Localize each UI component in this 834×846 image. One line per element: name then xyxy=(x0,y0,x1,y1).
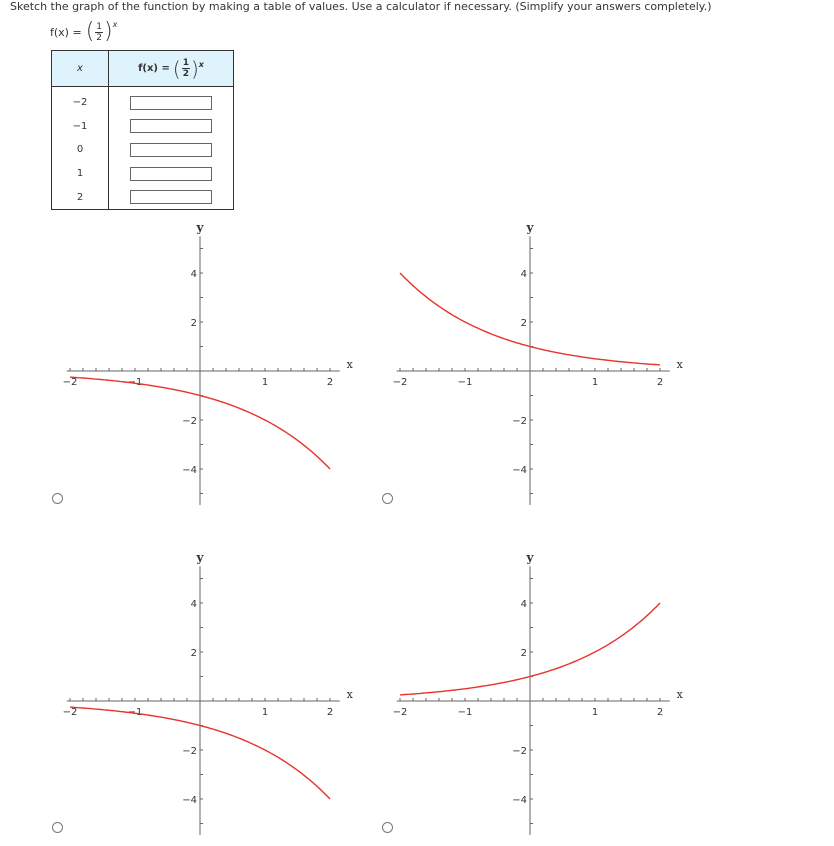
x-axis-label: x xyxy=(346,688,353,701)
radio-option-d[interactable] xyxy=(382,822,393,833)
y-tick-label: −2 xyxy=(512,416,527,427)
y-tick-label: −2 xyxy=(182,746,197,757)
f-column-header xyxy=(109,51,234,87)
x-tick-label: −2 xyxy=(62,707,78,718)
x-tick-label: 2 xyxy=(326,707,334,718)
f-header-label: f(x) = xyxy=(138,63,170,74)
exponent: x xyxy=(112,20,118,29)
fraction-numerator: 1 xyxy=(96,21,103,32)
x-tick-label: −1 xyxy=(457,377,473,388)
function-label: f(x) = xyxy=(50,25,82,39)
f-value-input[interactable] xyxy=(130,143,212,157)
y-tick-label: −4 xyxy=(182,465,197,476)
y-tick-label: 4 xyxy=(190,269,197,280)
x-value: 1 xyxy=(76,168,84,180)
graph-option-b xyxy=(382,205,692,505)
x-tick-label: 1 xyxy=(261,707,269,718)
y-axis-label: y xyxy=(526,550,534,565)
y-tick-label: −4 xyxy=(512,465,527,476)
graph-option-d xyxy=(382,535,692,835)
x-value: 2 xyxy=(76,191,84,203)
x-tick-label: 2 xyxy=(656,377,664,388)
x-tick-label: −2 xyxy=(62,377,78,388)
y-tick-label: −4 xyxy=(512,795,527,806)
y-axis-label: y xyxy=(196,220,204,235)
y-tick-label: −4 xyxy=(182,795,197,806)
values-table xyxy=(51,50,234,210)
f-value-input[interactable] xyxy=(130,96,212,110)
right-paren: ) xyxy=(190,56,199,81)
y-tick-label: 4 xyxy=(520,269,527,280)
x-tick-label: 1 xyxy=(591,707,599,718)
y-tick-label: 4 xyxy=(190,599,197,610)
left-paren: ( xyxy=(85,19,95,44)
x-tick-label: −2 xyxy=(392,707,408,718)
fraction xyxy=(182,58,190,79)
fraction xyxy=(95,22,103,43)
exponent: x xyxy=(198,60,204,69)
y-axis-label: y xyxy=(196,550,204,565)
x-value: −2 xyxy=(72,97,88,109)
f-values-cell xyxy=(109,87,234,210)
x-tick-label: −2 xyxy=(392,377,408,388)
f-value-input[interactable] xyxy=(130,119,212,133)
fraction-denominator: 2 xyxy=(96,32,103,43)
graph-option-c xyxy=(52,535,362,835)
radio-option-b[interactable] xyxy=(382,493,393,504)
x-axis-label: x xyxy=(676,358,683,371)
y-tick-label: 2 xyxy=(520,318,527,329)
x-values-cell xyxy=(52,87,109,210)
x-tick-label: −1 xyxy=(127,377,143,388)
instruction-text: Sketch the graph of the function by making a table of values. Use a calculator if necessary. (Simplify your answers completely.) xyxy=(10,0,712,13)
x-tick-label: 2 xyxy=(326,377,334,388)
x-tick-label: 1 xyxy=(591,377,599,388)
fraction-numerator: 1 xyxy=(182,58,189,68)
right-paren: ) xyxy=(104,19,113,44)
y-tick-label: 4 xyxy=(520,599,527,610)
f-value-input[interactable] xyxy=(130,190,212,204)
left-paren: ( xyxy=(172,56,181,81)
radio-option-a[interactable] xyxy=(52,493,63,504)
x-value: −1 xyxy=(72,120,88,132)
y-tick-label: −2 xyxy=(182,416,197,427)
fraction-denominator: 2 xyxy=(182,69,189,79)
graph-option-a xyxy=(52,205,362,505)
x-axis-label: x xyxy=(346,358,353,371)
x-tick-label: 1 xyxy=(261,377,269,388)
x-value: 0 xyxy=(76,144,84,156)
x-axis-label: x xyxy=(676,688,683,701)
x-tick-label: 2 xyxy=(656,707,664,718)
y-tick-label: 2 xyxy=(520,648,527,659)
y-tick-label: 2 xyxy=(190,318,197,329)
f-value-input[interactable] xyxy=(130,167,212,181)
y-tick-label: −2 xyxy=(512,746,527,757)
radio-option-c[interactable] xyxy=(52,822,63,833)
y-axis-label: y xyxy=(526,220,534,235)
x-tick-label: −1 xyxy=(127,707,143,718)
x-column-header: x xyxy=(52,51,109,87)
function-definition xyxy=(50,18,117,46)
y-tick-label: 2 xyxy=(190,648,197,659)
x-tick-label: −1 xyxy=(457,707,473,718)
